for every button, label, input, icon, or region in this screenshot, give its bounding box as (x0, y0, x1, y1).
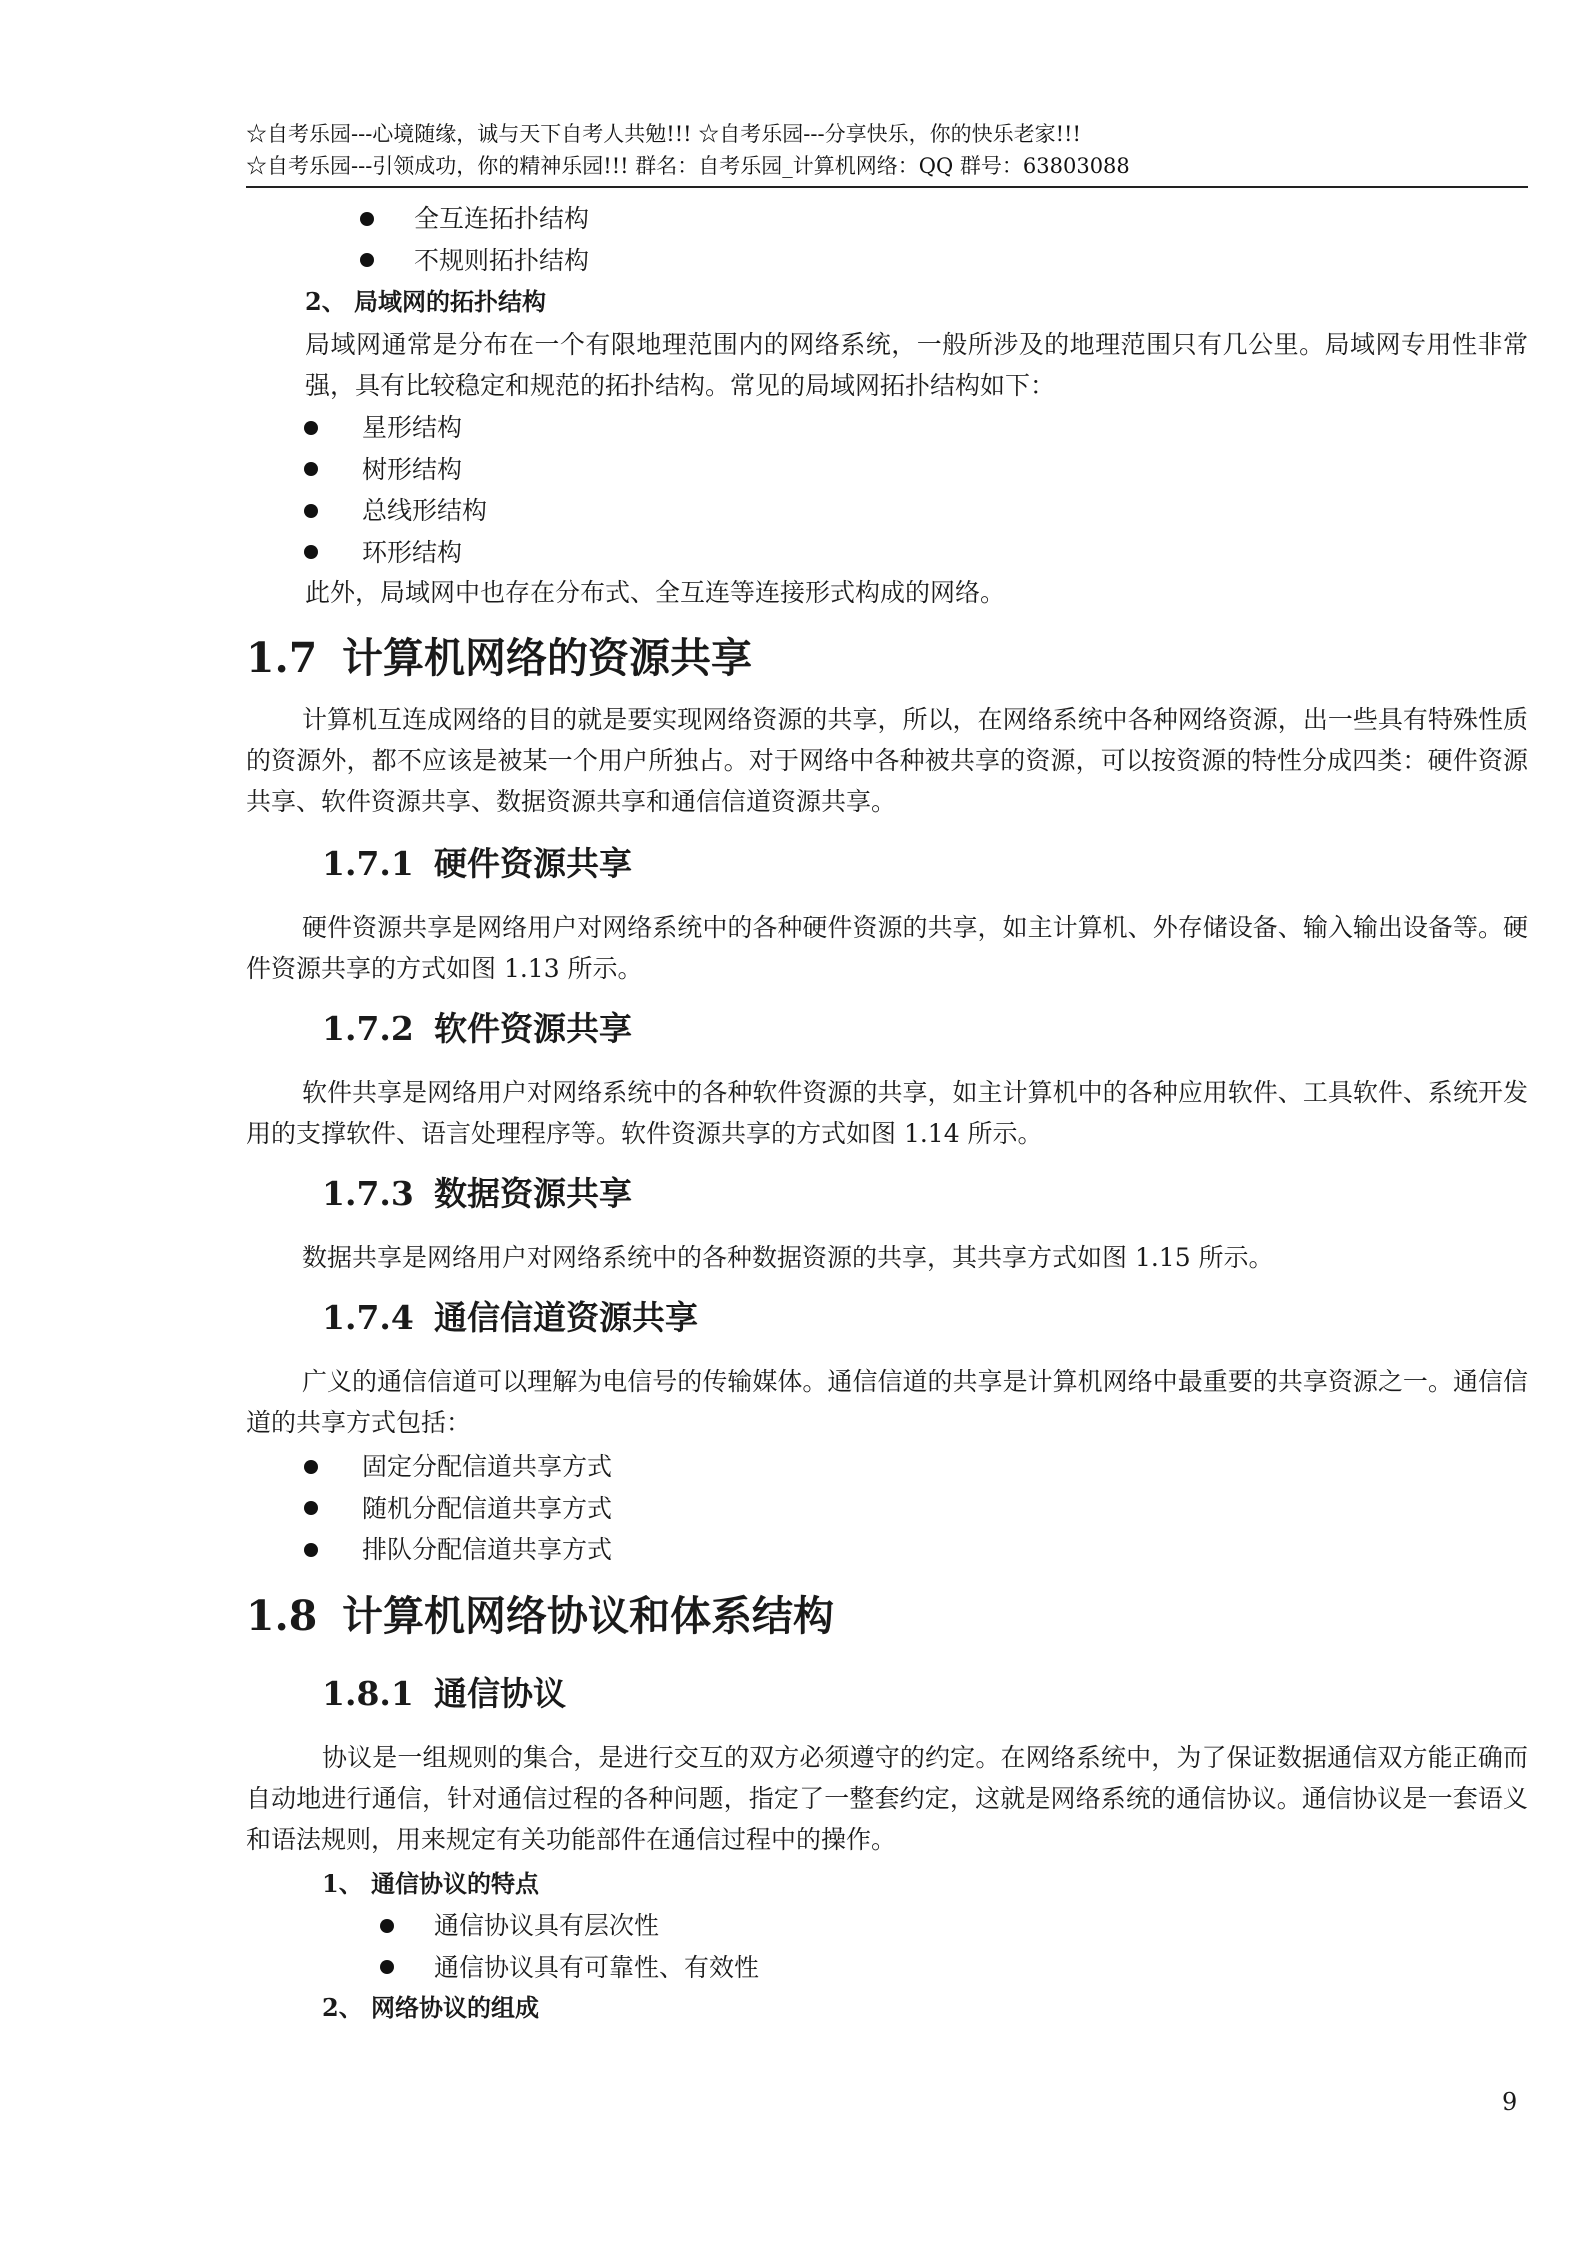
section-heading-1-8-1 (322, 1670, 1594, 1718)
section-number: 1.7.4 (322, 1298, 414, 1337)
section-number: 1.8.1 (322, 1674, 414, 1713)
section-title: 通信协议 (434, 1674, 566, 1713)
list-item: 不规则拓扑结构 (360, 240, 1460, 282)
section-number: 1.8 (246, 1592, 318, 1640)
section-number: 1.7.1 (322, 844, 414, 883)
list-item: 固定分配信道共享方式 (304, 1446, 1586, 1488)
page-header (246, 118, 1528, 188)
header-line-1: ☆自考乐园---心境随缘，诚与天下自考人共勉!!! ☆自考乐园---分享快乐，你的快乐老家!!! (246, 122, 1081, 146)
list-item: 排队分配信道共享方式 (304, 1529, 1586, 1571)
header-line-2: ☆自考乐园---引领成功，你的精神乐园!!! 群名：自考乐园_计算机网络：QQ 群号：63803088 (246, 154, 1130, 178)
section-title: 软件资源共享 (434, 1009, 632, 1048)
list-item: 随机分配信道共享方式 (304, 1488, 1586, 1530)
list-item: 通信协议具有层次性 (380, 1905, 1594, 1947)
list-item: 环形结构 (304, 532, 1586, 574)
section-1-7-4-text: 广义的通信信道可以理解为电信号的传输媒体。通信信道的共享是计算机网络中最重要的共享资源之一。通信信道的共享方式包括： (246, 1367, 1528, 1437)
list-item: 全互连拓扑结构 (360, 198, 1460, 240)
section-heading-1-7-3 (322, 1170, 1594, 1218)
bullet-icon (304, 504, 318, 518)
section-heading-1-7-2 (322, 1005, 1594, 1053)
section-heading-1-7 (246, 630, 1528, 686)
section-1-8-1-text: 协议是一组规则的集合，是进行交互的双方必须遵守的约定。在网络系统中，为了保证数据通信双方能正确而自动地进行通信，针对通信过程的各种问题，指定了一整套约定，这就是网络系统的通信协议。通信协议是一套语义和语法规则，用来规定有关功能部件在通信过程中的操作。 (246, 1743, 1528, 1854)
page-number: 9 (1502, 2088, 1518, 2116)
protocol-composition-heading: 2、 网络协议的组成 (322, 1993, 540, 2022)
list-item: 总线形结构 (304, 490, 1586, 532)
list-item: 星形结构 (304, 407, 1586, 449)
section-1-7-text: 计算机互连成网络的目的就是要实现网络资源的共享，所以，在网络系统中各种网络资源，出一些具有特殊性质的资源外，都不应该是被某一个用户所独占。对于网络中各种被共享的资源，可以按资源的特性分成四类：硬件资源共享、软件资源共享、数据资源共享和通信信道资源共享。 (246, 705, 1528, 816)
bullet-icon (304, 1543, 318, 1557)
topology-list-continued (360, 198, 1460, 281)
bullet-icon (304, 1501, 318, 1515)
bullet-icon (304, 462, 318, 476)
section-number: 1.7.3 (322, 1174, 414, 1213)
section-title: 通信信道资源共享 (434, 1298, 698, 1337)
section-1-7-2-text: 软件共享是网络用户对网络系统中的各种软件资源的共享，如主计算机中的各种应用软件、工具软件、系统开发用的支撑软件、语言处理程序等。软件资源共享的方式如图 1.14 所示。 (246, 1078, 1528, 1148)
section-number: 1.7.2 (322, 1009, 414, 1048)
lan-topology-after: 此外，局域网中也存在分布式、全互连等连接形式构成的网络。 (305, 578, 1006, 607)
section-title: 硬件资源共享 (434, 844, 632, 883)
channel-sharing-list (304, 1446, 1586, 1571)
section-heading-1-7-4 (322, 1294, 1594, 1342)
bullet-icon (360, 253, 374, 267)
lan-topology-list (304, 407, 1586, 573)
section-1-7-1-text: 硬件资源共享是网络用户对网络系统中的各种硬件资源的共享，如主计算机、外存储设备、输入输出设备等。硬件资源共享的方式如图 1.13 所示。 (246, 913, 1528, 983)
protocol-features-heading: 1、 通信协议的特点 (322, 1869, 540, 1898)
bullet-icon (304, 545, 318, 559)
bullet-icon (380, 1919, 394, 1933)
section-title: 数据资源共享 (434, 1174, 632, 1213)
bullet-icon (360, 212, 374, 226)
lan-topology-text: 局域网通常是分布在一个有限地理范围内的网络系统，一般所涉及的地理范围只有几公里。局域网专用性非常强，具有比较稳定和规范的拓扑结构。常见的局域网拓扑结构如下： (305, 330, 1528, 400)
section-number: 1.7 (246, 634, 318, 682)
list-item: 通信协议具有可靠性、有效性 (380, 1947, 1594, 1989)
protocol-features-list (380, 1905, 1594, 1988)
section-1-7-3-text: 数据共享是网络用户对网络系统中的各种数据资源的共享，其共享方式如图 1.15 所示。 (302, 1243, 1274, 1272)
section-heading-1-7-1 (322, 840, 1594, 888)
lan-topology-heading: 2、 局域网的拓扑结构 (305, 287, 547, 316)
section-title: 计算机网络协议和体系结构 (342, 1592, 834, 1640)
bullet-icon (380, 1960, 394, 1974)
bullet-icon (304, 421, 318, 435)
bullet-icon (304, 1460, 318, 1474)
section-heading-1-8 (246, 1588, 1528, 1644)
section-title: 计算机网络的资源共享 (342, 634, 752, 682)
list-item: 树形结构 (304, 449, 1586, 491)
